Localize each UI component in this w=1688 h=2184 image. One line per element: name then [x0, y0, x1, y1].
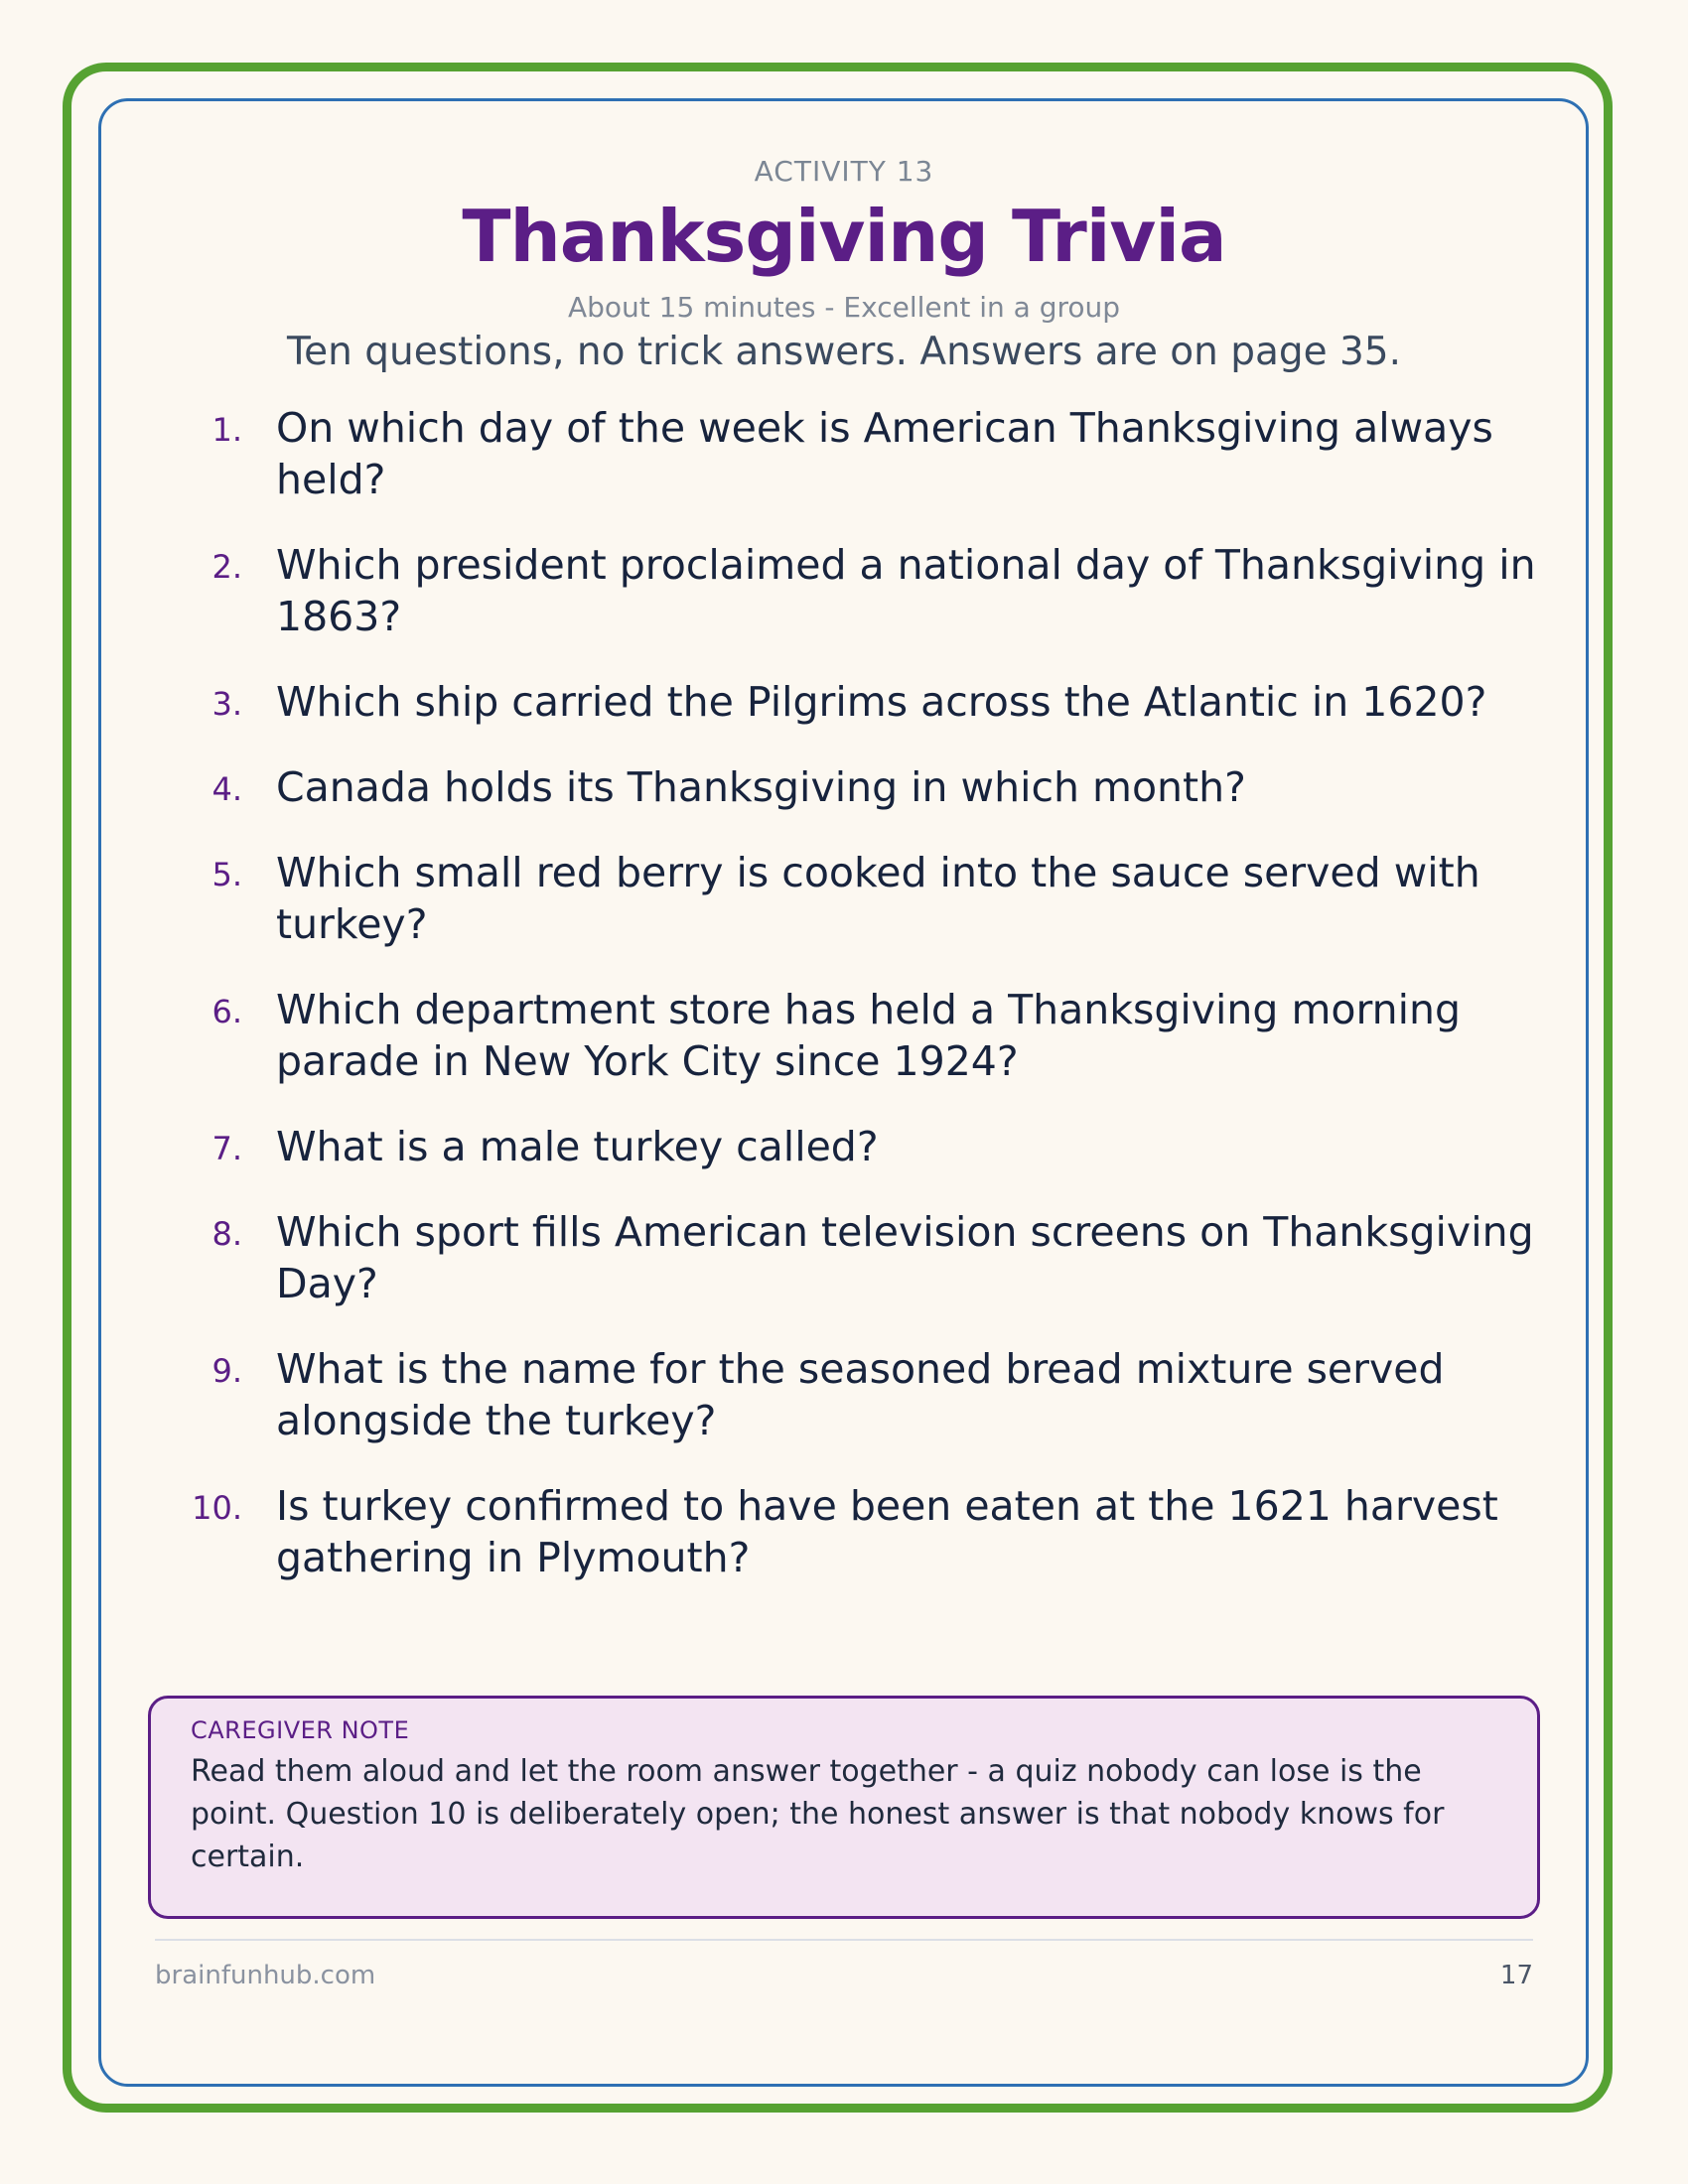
question-text: Which sport fills American television screens on Thanksgiving Day?: [276, 1208, 1534, 1307]
question-text: Which ship carried the Pilgrims across the Atlantic in 1620?: [276, 678, 1487, 726]
question-number: 2.: [211, 548, 242, 586]
question-number: 3.: [211, 685, 242, 723]
question-number: 9.: [211, 1352, 242, 1390]
footer-divider: [155, 1939, 1533, 1941]
question-text: What is the name for the seasoned bread mixture served alongside the turkey?: [276, 1345, 1445, 1444]
question-text: What is a male turkey called?: [276, 1123, 879, 1170]
question-item: [189, 1121, 1559, 1172]
caregiver-note: [148, 1696, 1540, 1919]
question-number: 10.: [192, 1489, 242, 1527]
question-item: [189, 1343, 1559, 1446]
question-item: [189, 761, 1559, 813]
question-item: [189, 676, 1559, 728]
activity-meta: About 15 minutes - Excellent in a group: [567, 291, 1121, 324]
question-text: Which small red berry is cooked into the sauce served with turkey?: [276, 849, 1480, 948]
question-item: [189, 402, 1559, 505]
question-item: [189, 539, 1559, 642]
question-number: 1.: [211, 411, 242, 449]
page-number: 17: [1499, 1961, 1533, 1990]
question-item: [189, 984, 1559, 1087]
question-text: Canada holds its Thanksgiving in which month?: [276, 763, 1246, 811]
caregiver-note-text: Read them aloud and let the room answer together - a quiz nobody can lose is the point. Question 10 is deliberately open; the honest answer is that nobody knows for certain.: [191, 1754, 1445, 1874]
question-number: 4.: [211, 770, 242, 808]
question-number: 8.: [211, 1215, 242, 1253]
question-text: Is turkey confirmed to have been eaten at the 1621 harvest gathering in Plymouth?: [276, 1482, 1498, 1581]
question-text: Which president proclaimed a national day of Thanksgiving in 1863?: [276, 541, 1536, 640]
question-number: 6.: [211, 993, 242, 1030]
question-list: [189, 402, 1559, 1617]
question-number: 5.: [211, 856, 242, 893]
activity-intro: Ten questions, no trick answers. Answers are on page 35.: [286, 330, 1402, 374]
activity-label: ACTIVITY 13: [754, 155, 934, 188]
question-number: 7.: [211, 1130, 242, 1167]
footer-site: brainfunhub.com: [155, 1961, 376, 1990]
question-item: [189, 1480, 1559, 1583]
caregiver-note-heading: CAREGIVER NOTE: [191, 1716, 410, 1744]
question-text: On which day of the week is American Thanksgiving always held?: [276, 404, 1493, 503]
question-item: [189, 847, 1559, 950]
question-item: [189, 1206, 1559, 1309]
page-title: Thanksgiving Trivia: [462, 195, 1226, 278]
question-text: Which department store has held a Thanksgiving morning parade in New York City since 1924?: [276, 986, 1462, 1085]
